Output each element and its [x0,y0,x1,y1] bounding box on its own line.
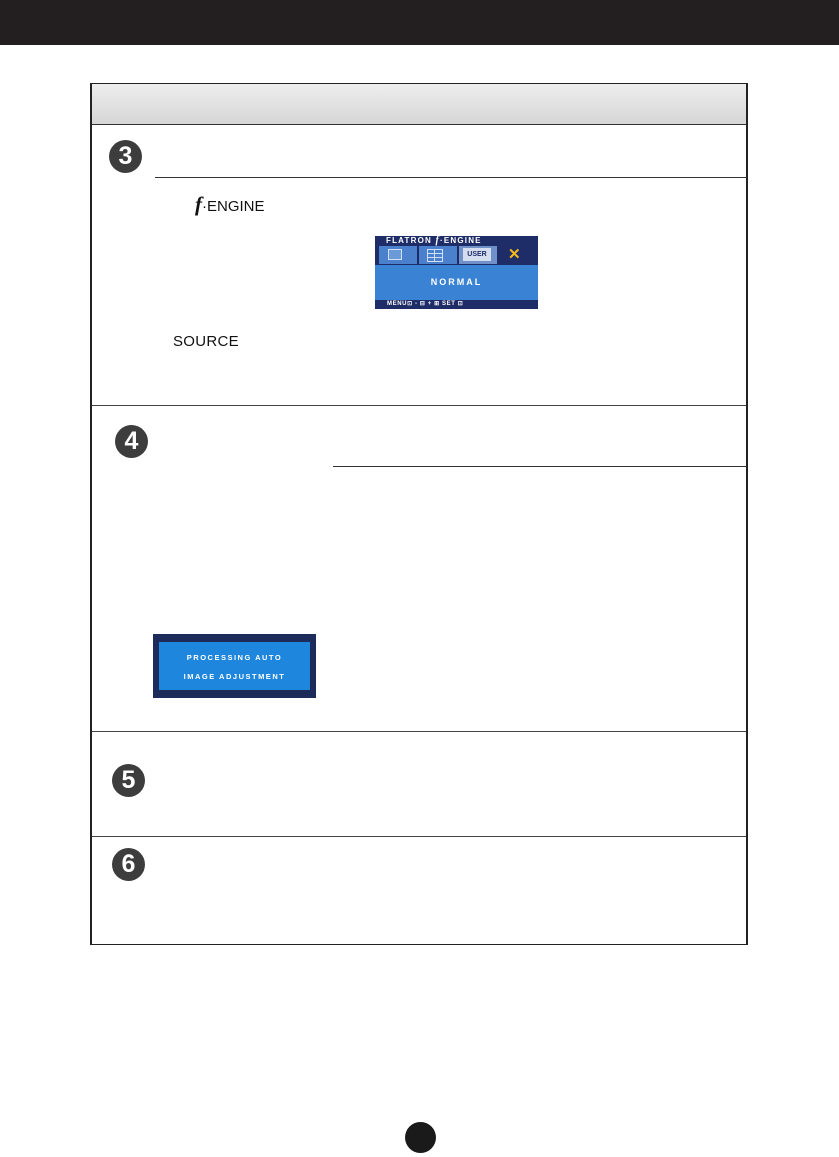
fengine-button-label [195,192,265,217]
processing-line-1: PROCESSING AUTO [186,653,283,662]
content-table [90,83,748,945]
processing-message-panel [159,642,310,690]
top-header-bar [0,0,839,45]
section-divider [92,836,746,837]
section-divider [92,731,746,732]
step-5-badge: 5 [112,764,145,797]
step-6-badge: 6 [112,848,145,881]
section-divider [92,405,746,406]
osd-title-suffix: ·ENGINE [439,236,482,245]
osd-title-logo: f [435,235,440,246]
osd-user-label: USER [463,248,491,261]
exit-icon: ✕ [508,246,521,263]
osd-title-prefix: FLATRON [386,236,436,245]
fengine-logo: f [195,192,202,216]
grid-icon [427,249,443,262]
step-3-badge: 3 [109,140,142,173]
osd-mode-value: NORMAL [375,265,538,300]
fengine-text: ·ENGINE [202,198,265,215]
section-3-rule [155,177,747,178]
step-4-badge: 4 [115,425,148,458]
processing-line-2: IMAGE ADJUSTMENT [183,672,286,681]
source-button-label: SOURCE [173,333,239,350]
page-number-marker [405,1122,436,1153]
table-header-band [92,84,746,125]
osd-footer: MENU⊡ - ⊟ + ⊞ SET ⊡ [387,301,464,307]
monitor-icon [388,249,402,260]
fengine-osd-menu [375,236,538,309]
section-4-rule [333,466,747,467]
processing-auto-message [153,634,316,698]
